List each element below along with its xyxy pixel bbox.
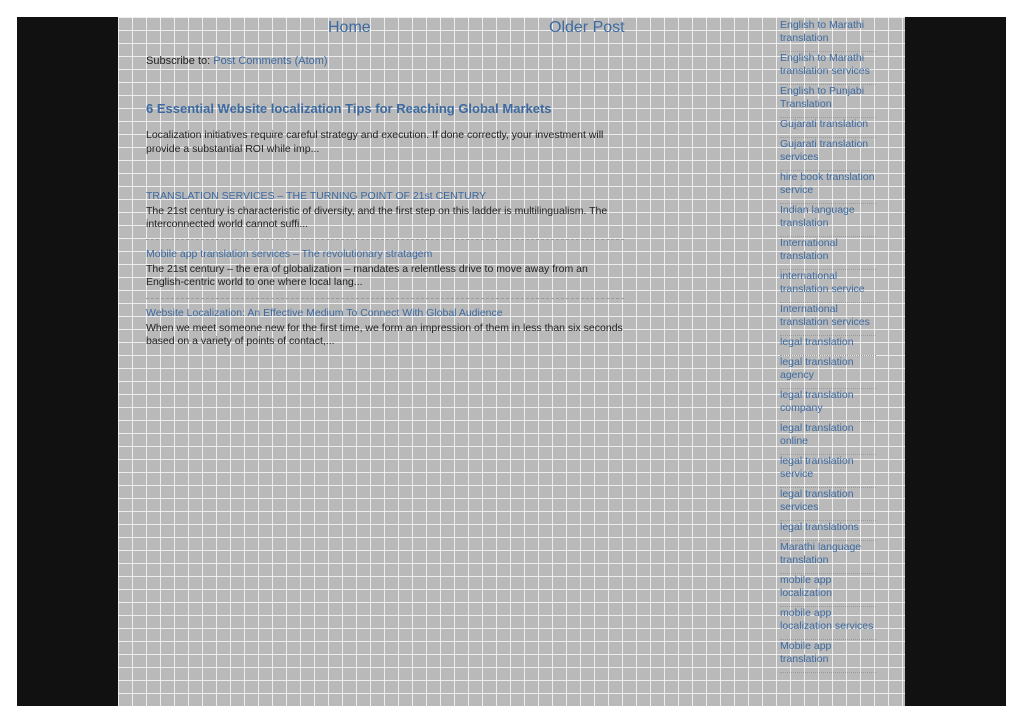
label-link[interactable]: Marathi language translation [780, 541, 876, 574]
label-link[interactable]: legal translation online [780, 422, 876, 455]
popular-post [146, 307, 624, 348]
label-link[interactable]: Gujarati translation services [780, 138, 876, 171]
label-link[interactable]: legal translation services [780, 488, 876, 521]
home-link[interactable]: Home [328, 19, 371, 36]
label-link[interactable]: international translation service [780, 270, 876, 303]
popular-post [146, 190, 624, 231]
post-divider [146, 239, 624, 240]
popular-post-title[interactable]: Website Localization: An Effective Medium To Connect With Global Audience [146, 307, 503, 319]
label-link[interactable]: mobile app localization [780, 574, 876, 607]
subscribe-line [146, 55, 328, 67]
post-divider [146, 298, 624, 299]
popular-post-snippet: When we meet someone new for the first time, we form an impression of them in less than six seconds based on a variety of points of contact,... [146, 322, 623, 347]
label-link[interactable]: Indian language translation [780, 204, 876, 237]
post-comments-atom-link[interactable]: Post Comments (Atom) [213, 55, 328, 67]
featured-post-title[interactable]: 6 Essential Website localization Tips for Reaching Global Markets [146, 101, 552, 116]
popular-post-title[interactable]: TRANSLATION SERVICES – THE TURNING POINT OF 21st CENTURY [146, 190, 487, 202]
popular-post-snippet: The 21st century is characteristic of diversity, and the first step on this ladder is multilingualism. The interconnected world cannot suffi... [146, 205, 608, 230]
label-link[interactable]: hire book translation service [780, 171, 876, 204]
label-link[interactable]: mobile app localization services [780, 607, 876, 640]
subscribe-label: Subscribe to: [146, 55, 214, 67]
label-link[interactable]: International translation [780, 237, 876, 270]
popular-post-snippet: The 21st century – the era of globalization – mandates a relentless drive to move away from an English-centric world to one where local lang... [146, 263, 588, 288]
label-link[interactable]: legal translation company [780, 389, 876, 422]
label-link[interactable]: English to Marathi translation [780, 19, 876, 52]
label-link[interactable]: legal translation service [780, 455, 876, 488]
label-link[interactable]: legal translation [780, 336, 876, 356]
older-post-link[interactable]: Older Post [549, 19, 625, 36]
label-link[interactable]: legal translations [780, 521, 876, 541]
popular-post [146, 248, 624, 289]
label-link[interactable]: English to Marathi translation services [780, 52, 876, 85]
label-link[interactable]: Mobile app translation [780, 640, 876, 673]
label-link[interactable]: English to Punjabi Translation [780, 85, 876, 118]
label-link[interactable]: legal translation agency [780, 356, 876, 389]
label-link[interactable]: International translation services [780, 303, 876, 336]
featured-post-snippet: Localization initiatives require careful strategy and execution. If done correctly, your investment will provide a substantial ROI while imp... [146, 129, 604, 155]
popular-post-title[interactable]: Mobile app translation services – The revolutionary stratagem [146, 248, 433, 260]
labels-sidebar [780, 19, 876, 673]
label-link[interactable]: Gujarati translation [780, 118, 876, 138]
blog-page [118, 17, 905, 706]
